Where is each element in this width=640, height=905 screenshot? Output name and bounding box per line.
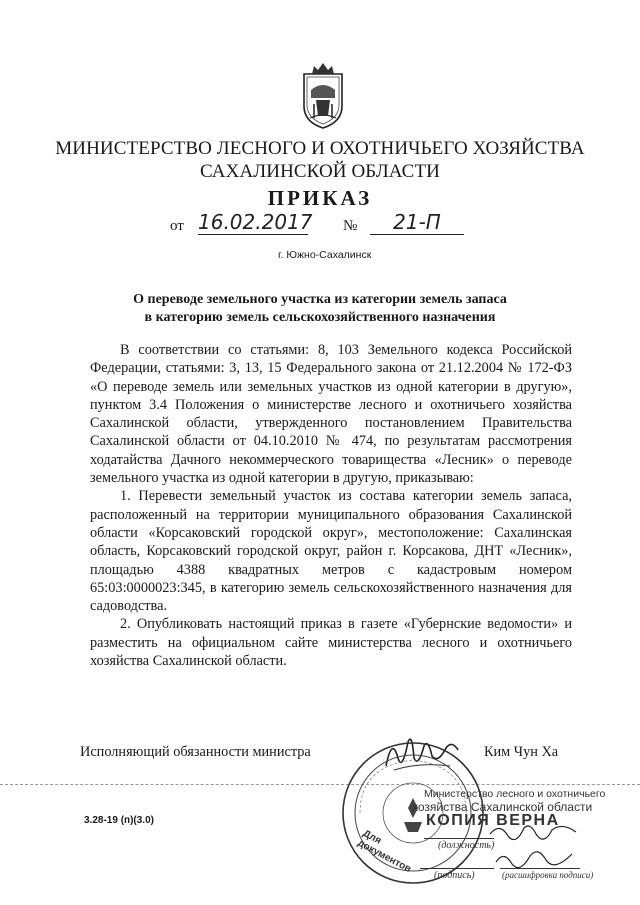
stamp-for-documents: Для документов [355, 828, 413, 876]
order-body [90, 341, 572, 670]
item-1-paragraph: 1. Перевести земельный участок из состава категории земель запаса, расположенный на территории муниципального образования Сахалинской области «Корсаковский городской округ», местоположение: Сахалинская область, Корсаковский городской округ, район г. Корсакова, ДНТ «Лесник», площадью 4388 квадратных метров с кадастровым номером 65:03:0000023:345, в категорию земель сельскохозяйственного назначения для садоводства. [90, 488, 572, 615]
stamp-position-caption: (должность) [438, 840, 495, 851]
footer-divider [0, 784, 640, 785]
stamp-signature-line [420, 868, 494, 869]
stamp-decoding-caption: (расшифровка подписи) [502, 870, 594, 880]
form-code: 3.28-19 (п)(3.0) [84, 815, 154, 826]
city: г. Южно-Сахалинск [278, 249, 372, 261]
coat-of-arms-emblem [300, 60, 346, 130]
date-prefix: от [170, 218, 184, 234]
document-title: ПРИКАЗ [267, 186, 373, 210]
order-number: 21-П [370, 210, 464, 235]
signatory-name: Ким Чун Ха [484, 744, 559, 760]
ministry-name-line2: САХАЛИНСКОЙ ОБЛАСТИ [199, 161, 440, 182]
stamp-decoding-line [500, 868, 580, 869]
order-date: 16.02.2017 [198, 210, 313, 234]
ministry-name-line1: МИНИСТЕРСТВО ЛЕСНОГО И ОХОТНИЧЬЕГО ХОЗЯЙСТВА [55, 138, 585, 159]
stamp-signature-caption: (подпись) [434, 870, 475, 881]
item-2-paragraph: 2. Опубликовать настоящий приказ в газете «Губернские ведомости» и разместить на официальном сайте министерства лесного и охотничьего хозяйства Сахалинской области. [90, 616, 572, 670]
stamp-org-line2: хозяйства Сахалинской области [412, 800, 593, 814]
stamp-org-line1: Министерство лесного и охотничьего [424, 788, 606, 800]
preamble-paragraph: В соответствии со статьями: 8, 103 Земельного кодекса Российской Федерации, статьями: 3, 13, 15 Федерального закона от 21.12.2004 № 172-ФЗ «О переводе земель или земельных участков из одной категории в другую», пунктом 3.4 Положения о министерстве лесного и охотничьего хозяйства Сахалинской области, утвержденного постановлением Правительства Сахалинской области от 04.10.2010 № 474, по результатам рассмотрения ходатайства Дачного некоммерческого товарищества «Лесник» о переводе земельного участка из одной категории в другую, приказываю: [90, 342, 572, 487]
stamp-copy-verified: КОПИЯ ВЕРНА [426, 812, 560, 829]
subject-line1: О переводе земельного участка из категории земель запаса [133, 292, 507, 307]
stamp-position-line [424, 838, 494, 839]
number-prefix: № [343, 218, 358, 234]
subject-line2: в категорию земель сельскохозяйственного назначения [144, 310, 496, 325]
signatory-position: Исполняющий обязанности министра [80, 744, 311, 760]
